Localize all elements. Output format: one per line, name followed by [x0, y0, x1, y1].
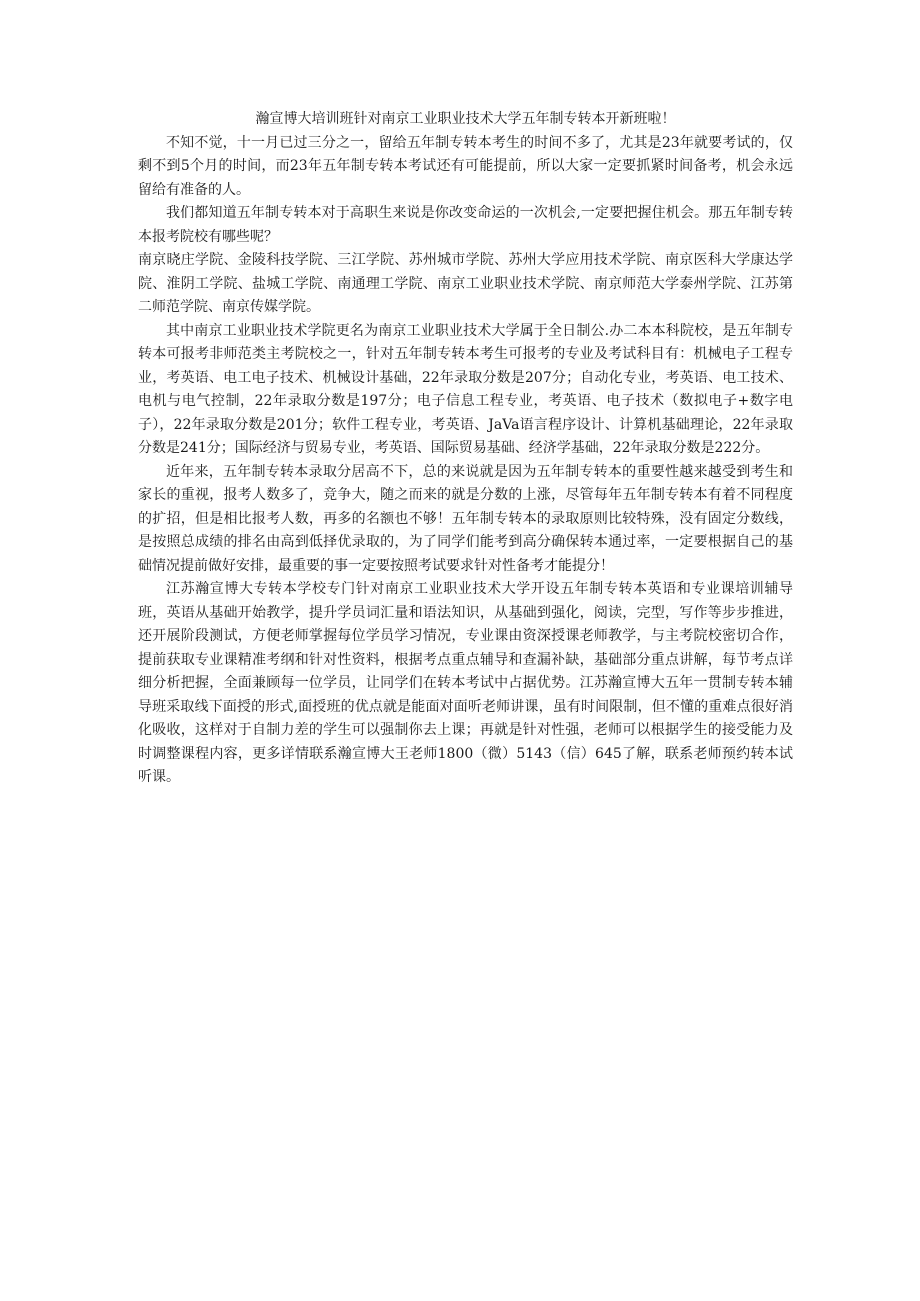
paragraph-training: 江苏瀚宣博大专转本学校专门针对南京工业职业技术大学开设五年制专转本英语和专业课培训辅导班，英语从基础开始教学，提升学员词汇量和语法知识，从基础到强化，阅读，完型，写作等步步推进，还开展阶段测试，方便老师掌握每位学员学习情况，专业课由资深授课老师教学，与主考院校密切合作，提前获取专业课精准考纲和针对性资料，根据考点重点辅导和查漏补缺，基础部分重点讲解，每节考点详细分析把握，全面兼顾每一位学员，让同学们在转本考试中占据优势。江苏瀚宣博大五年一贯制专转本辅导班采取线下面授的形式,面授班的优点就是能面对面听老师讲课，虽有时间限制，但不懂的重难点很好消化吸收，这样对于自制力差的学生可以强制你去上课；再就是针对性强，老师可以根据学生的接受能力及时调整课程内容，更多详情联系瀚宣博大王老师1800（微）5143（信）645了解，联系老师预约转本试听课。 [138, 581, 793, 785]
paragraph-intro: 不知不觉，十一月已过三分之一，留给五年制专转本考生的时间不多了，尤其是23年就要考试的，仅剩不到5个月的时间，而23年五年制专转本考试还有可能提前，所以大家一定要抓紧时间备考，机会永远留给有准备的人。 [138, 134, 793, 198]
document-page [138, 108, 793, 790]
paragraph-admission: 近年来，五年制专转本录取分居高不下，总的来说就是因为五年制专转本的重要性越来越受到考生和家长的重视，报考人数多了，竞争大，随之而来的就是分数的上涨，尽管每年五年制专转本有着不同程度的扩招，但是相比报考人数，再多的名额也不够！五年制专转本的录取原则比较特殊，没有固定分数线，是按照总成绩的排名由高到低择优录取的，为了同学们能考到高分确保转本通过率，一定要根据自己的基础情况提前做好安排，最重要的事一定要按照考试要求针对性备考才能提分！ [138, 463, 793, 574]
document-title: 瀚宣博大培训班针对南京工业职业技术大学五年制专转本开新班啦！ [255, 111, 676, 127]
paragraph-majors: 其中南京工业职业技术学院更名为南京工业职业技术大学属于全日制公.办二本本科院校，是五年制专转本可报考非师范类主考院校之一，针对五年制专转本考生可报考的专业及考试科目有：机械电子工程专业，考英语、电工电子技术、机械设计基础，22年录取分数是207分；自动化专业，考英语、电工技术、电机与电气控制，22年录取分数是197分；电子信息工程专业，考英语、电子技术（数拟电子+数字电子），22年录取分数是201分；软件工程专业，考英语、JaVa语言程序设计、计算机基础理论，22年录取分数是241分；国际经济与贸易专业，考英语、国际贸易基础、经济学基础，22年录取分数是222分。 [138, 322, 793, 456]
paragraph-college-list: 南京晓庄学院、金陵科技学院、三江学院、苏州城市学院、苏州大学应用技术学院、南京医科大学康达学院、淮阴工学院、盐城工学院、南通理工学院、南京工业职业技术学院、南京师范大学泰州学院、江苏第二师范学院、南京传媒学院。 [138, 252, 793, 315]
paragraph-question: 我们都知道五年制专转本对于高职生来说是你改变命运的一次机会,一定要把握住机会。那五年制专转本报考院校有哪些呢？ [138, 205, 793, 245]
